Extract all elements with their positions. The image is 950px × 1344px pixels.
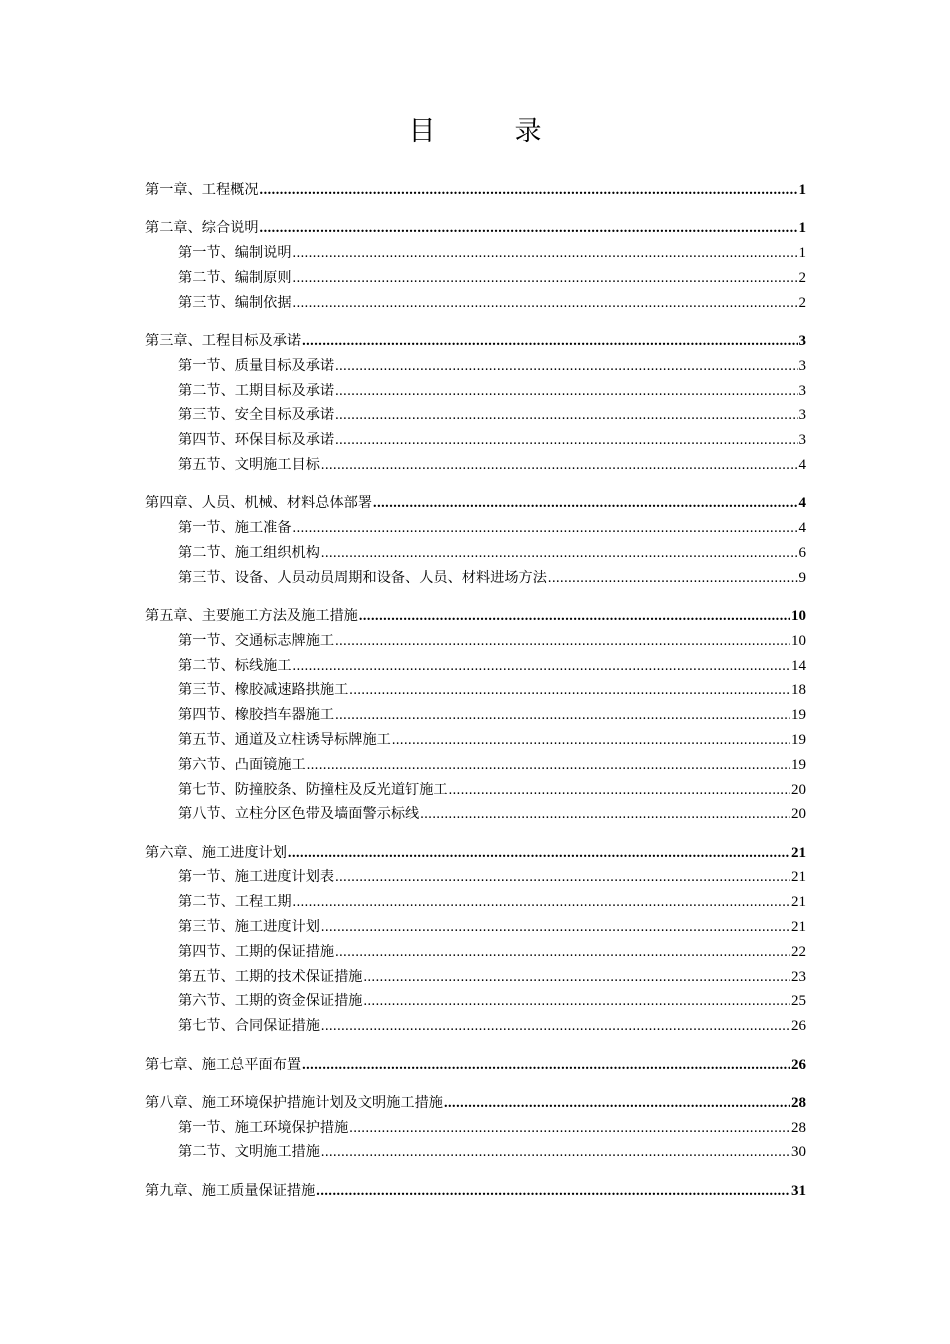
toc-entry-label: 第一节、施工准备 (178, 520, 292, 537)
toc-page-number: 3 (798, 332, 806, 349)
dot-leader (260, 216, 798, 241)
toc-entry-label: 第二节、施工组织机构 (178, 544, 320, 561)
dot-leader (302, 329, 797, 354)
toc-entry-label: 第一章、工程概况 (145, 182, 259, 198)
toc-entry-label: 第四节、工期的保证措施 (178, 943, 335, 960)
dot-leader (316, 1179, 790, 1204)
toc-chapter-entry[interactable] (145, 329, 806, 354)
toc-entry-label: 第四节、环保目标及承诺 (178, 432, 335, 449)
toc-page-number: 6 (798, 544, 806, 561)
dot-leader (260, 178, 798, 203)
toc-entry-label: 第七节、防撞胶条、防撞柱及反光道钉施工 (178, 781, 448, 798)
toc-entry-label: 第三节、安全目标及承诺 (178, 407, 335, 424)
toc-page-number: 9 (798, 569, 806, 586)
toc-page-number: 22 (791, 943, 806, 960)
toc-section-entry[interactable] (145, 989, 806, 1014)
toc-page-number: 3 (798, 432, 806, 449)
toc-chapter-entry[interactable] (145, 604, 806, 629)
toc-page-number: 19 (791, 756, 806, 773)
toc-page-number: 4 (798, 456, 806, 473)
dot-leader (363, 989, 790, 1014)
toc-page-number: 3 (798, 407, 806, 424)
toc-page-number: 1 (798, 182, 806, 198)
toc-entry-label: 第二节、工期目标及承诺 (178, 382, 335, 399)
dot-leader (321, 915, 790, 940)
toc-entry-label: 第三章、工程目标及承诺 (145, 332, 302, 349)
toc-section-entry[interactable] (145, 703, 806, 728)
dot-leader (293, 516, 798, 541)
toc-page-number: 19 (791, 707, 806, 724)
toc-entry-label: 第三节、设备、人员动员周期和设备、人员、材料进场方法 (178, 569, 547, 586)
toc-page-number: 19 (791, 731, 806, 748)
toc-chapter-entry[interactable] (145, 1053, 806, 1078)
toc-page-number: 4 (798, 495, 806, 512)
toc-section-entry[interactable] (145, 453, 806, 478)
dot-leader (293, 266, 798, 291)
toc-entry-label: 第一节、交通标志牌施工 (178, 632, 335, 649)
toc-entry-label: 第二节、工程工期 (178, 894, 292, 911)
toc-entry-label: 第三节、施工进度计划 (178, 919, 320, 936)
toc-entry-label: 第五节、工期的技术保证措施 (178, 968, 363, 985)
dot-leader (302, 1053, 790, 1078)
toc-page-number: 21 (791, 844, 806, 861)
toc-entry-label: 第七章、施工总平面布置 (145, 1056, 302, 1073)
dot-leader (307, 753, 790, 778)
toc-entry-label: 第六章、施工进度计划 (145, 844, 287, 861)
dot-leader (321, 453, 798, 478)
toc-chapter-entry[interactable] (145, 841, 806, 866)
toc-page-number: 28 (791, 1119, 806, 1136)
dot-leader (321, 541, 798, 566)
toc-chapter-entry[interactable] (145, 1091, 806, 1116)
toc-section-entry[interactable] (145, 728, 806, 753)
dot-leader (293, 654, 790, 679)
dot-leader (335, 354, 797, 379)
toc-section-entry[interactable] (145, 566, 806, 591)
toc-chapter-entry[interactable] (145, 1179, 806, 1204)
toc-entry-label: 第三节、编制依据 (178, 294, 292, 311)
toc-page-number: 21 (791, 869, 806, 886)
toc-page-number: 14 (791, 657, 806, 674)
toc-section-entry[interactable] (145, 266, 806, 291)
toc-entry-label: 第八节、立柱分区色带及墙面警示标线 (178, 806, 420, 823)
dot-leader (288, 841, 790, 866)
dot-leader (335, 629, 790, 654)
dot-leader (321, 1140, 790, 1165)
toc-page-number: 30 (791, 1144, 806, 1161)
dot-leader (335, 865, 790, 890)
toc-entry-label: 第六节、凸面镜施工 (178, 756, 306, 773)
toc-section-entry[interactable] (145, 1140, 806, 1165)
toc-page-number: 21 (791, 919, 806, 936)
toc-section-entry[interactable] (145, 915, 806, 940)
toc-page-number: 1 (798, 220, 806, 237)
page-title: 目 录 (408, 116, 568, 147)
toc-page-number: 23 (791, 968, 806, 985)
toc-entry-label: 第一节、质量目标及承诺 (178, 357, 335, 374)
toc-page-number: 26 (791, 1018, 806, 1035)
dot-leader (444, 1091, 790, 1116)
toc-entry-label: 第四章、人员、机械、材料总体部署 (145, 495, 373, 512)
dot-leader (359, 604, 790, 629)
toc-entry-label: 第一节、施工环境保护措施 (178, 1119, 349, 1136)
toc-section-entry[interactable] (145, 541, 806, 566)
dot-leader (392, 728, 790, 753)
toc-section-entry[interactable] (145, 403, 806, 428)
toc-entry-label: 第五章、主要施工方法及施工措施 (145, 607, 358, 624)
toc-page-number: 10 (791, 632, 806, 649)
toc-page-number: 10 (791, 607, 806, 624)
dot-leader (293, 890, 790, 915)
toc-page-number: 3 (798, 357, 806, 374)
toc-section-entry[interactable] (145, 379, 806, 404)
dot-leader (449, 778, 790, 803)
toc-section-entry[interactable] (145, 654, 806, 679)
toc-section-entry[interactable] (145, 940, 806, 965)
toc-page-number: 31 (791, 1182, 806, 1199)
toc-section-entry[interactable] (145, 1116, 806, 1141)
table-of-contents (145, 178, 806, 1203)
dot-leader (373, 491, 797, 516)
toc-section-entry[interactable] (145, 291, 806, 316)
toc-entry-label: 第一节、编制说明 (178, 245, 292, 262)
dot-leader (335, 703, 790, 728)
toc-entry-label: 第八章、施工环境保护措施计划及文明施工措施 (145, 1094, 443, 1111)
toc-chapter-entry[interactable] (145, 216, 806, 241)
dot-leader (420, 802, 790, 827)
toc-entry-label: 第四节、橡胶挡车器施工 (178, 707, 335, 724)
toc-page-number: 26 (791, 1056, 806, 1073)
toc-section-entry[interactable] (145, 802, 806, 827)
dot-leader (349, 678, 790, 703)
toc-entry-label: 第二节、编制原则 (178, 269, 292, 286)
toc-entry-label: 第二章、综合说明 (145, 220, 259, 237)
toc-section-entry[interactable] (145, 428, 806, 453)
toc-chapter-entry[interactable] (145, 178, 806, 203)
toc-page-number: 28 (791, 1094, 806, 1111)
toc-page-number: 2 (798, 294, 806, 311)
toc-section-entry[interactable] (145, 890, 806, 915)
toc-section-entry[interactable] (145, 678, 806, 703)
toc-entry-label: 第五节、通道及立柱诱导标牌施工 (178, 731, 391, 748)
toc-page-number: 25 (791, 993, 806, 1010)
toc-section-entry[interactable] (145, 516, 806, 541)
toc-section-entry[interactable] (145, 1014, 806, 1039)
toc-section-entry[interactable] (145, 965, 806, 990)
dot-leader (335, 940, 790, 965)
dot-leader (321, 1014, 790, 1039)
toc-page-number: 2 (798, 269, 806, 286)
toc-page-number: 4 (798, 520, 806, 537)
dot-leader (293, 241, 798, 266)
toc-page-number: 1 (798, 245, 806, 262)
toc-page-number: 18 (791, 682, 806, 699)
toc-entry-label: 第七节、合同保证措施 (178, 1018, 320, 1035)
toc-page-number: 20 (791, 781, 806, 798)
dot-leader (363, 965, 790, 990)
toc-section-entry[interactable] (145, 865, 806, 890)
toc-entry-label: 第九章、施工质量保证措施 (145, 1182, 316, 1199)
dot-leader (335, 379, 797, 404)
toc-chapter-entry[interactable] (145, 491, 806, 516)
toc-section-entry[interactable] (145, 778, 806, 803)
toc-section-entry[interactable] (145, 354, 806, 379)
toc-page-number: 20 (791, 806, 806, 823)
toc-entry-label: 第二节、标线施工 (178, 657, 292, 674)
toc-page-number: 21 (791, 894, 806, 911)
toc-page-number: 3 (798, 382, 806, 399)
toc-entry-label: 第一节、施工进度计划表 (178, 869, 335, 886)
toc-entry-label: 第五节、文明施工目标 (178, 456, 320, 473)
toc-section-entry[interactable] (145, 753, 806, 778)
dot-leader (335, 428, 797, 453)
toc-entry-label: 第二节、文明施工措施 (178, 1144, 320, 1161)
dot-leader (548, 566, 798, 591)
toc-entry-label: 第三节、橡胶减速路拱施工 (178, 682, 349, 699)
toc-section-entry[interactable] (145, 241, 806, 266)
dot-leader (349, 1116, 790, 1141)
toc-section-entry[interactable] (145, 629, 806, 654)
dot-leader (335, 403, 797, 428)
dot-leader (293, 291, 798, 316)
toc-entry-label: 第六节、工期的资金保证措施 (178, 993, 363, 1010)
